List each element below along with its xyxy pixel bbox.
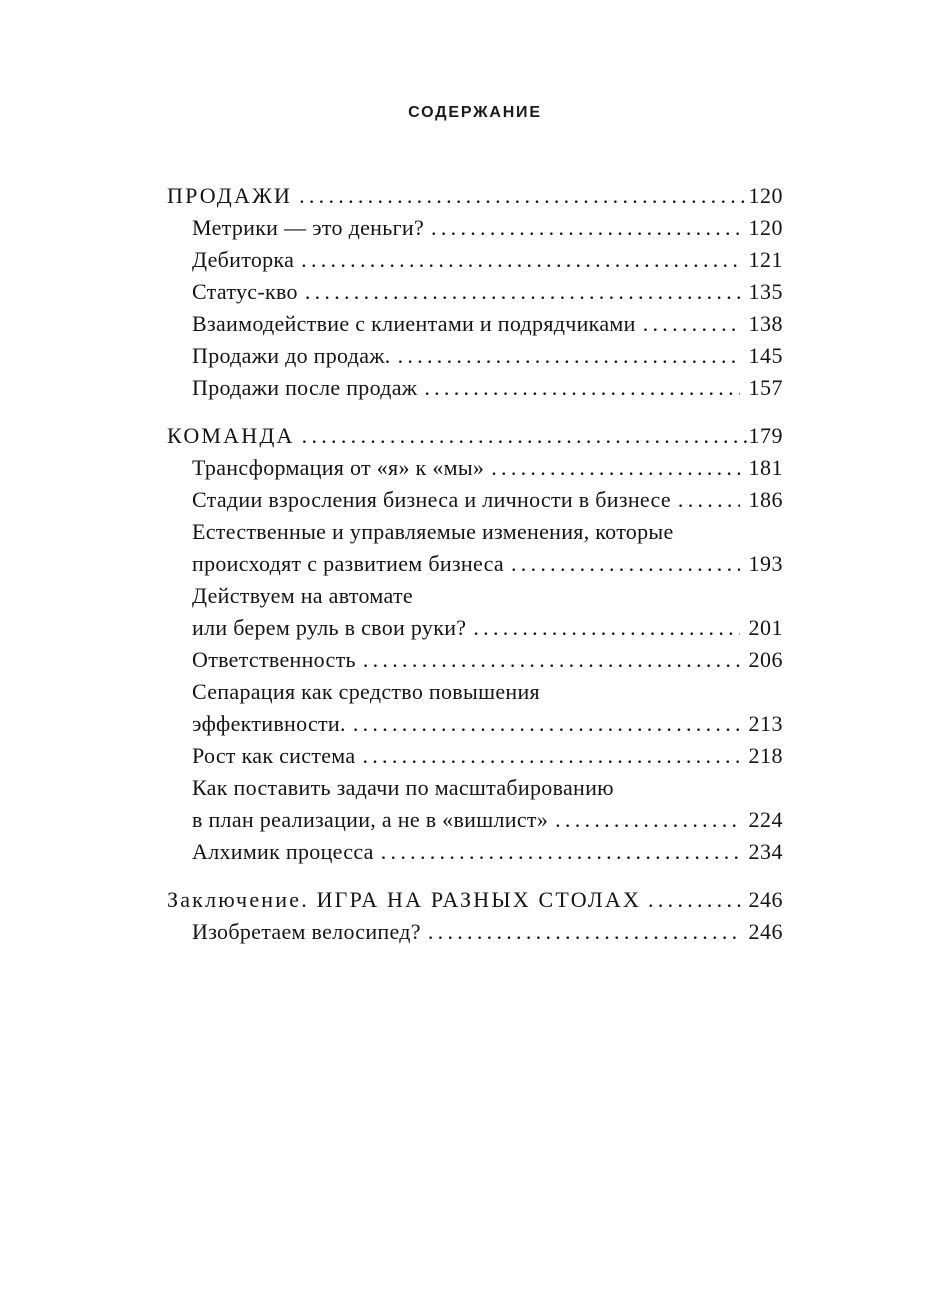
toc-entry xyxy=(167,180,783,212)
toc-entry-page: 145 xyxy=(748,343,783,368)
toc-entry-label: КОМАНДА xyxy=(167,423,295,448)
toc-row xyxy=(192,612,783,644)
toc-entry xyxy=(167,516,783,580)
toc-entry xyxy=(167,212,783,244)
toc-entry xyxy=(167,772,783,836)
toc-row xyxy=(192,836,783,868)
toc-entry-page: 135 xyxy=(748,279,783,304)
toc-row xyxy=(192,516,783,548)
toc-entry-label: Продажи после продаж xyxy=(192,375,418,400)
toc-row xyxy=(192,772,783,804)
toc-row xyxy=(192,276,783,308)
dot-leader xyxy=(473,612,739,644)
dot-leader xyxy=(299,180,746,212)
toc-entry xyxy=(167,644,783,676)
toc-row xyxy=(192,452,783,484)
toc-entry-page: 186 xyxy=(748,487,783,512)
toc-entry xyxy=(167,276,783,308)
dot-leader xyxy=(428,916,740,948)
toc-row xyxy=(192,244,783,276)
toc-row xyxy=(192,644,783,676)
toc-entry xyxy=(167,340,783,372)
toc-entry-label: Метрики — это деньги? xyxy=(192,215,425,240)
dot-leader xyxy=(305,276,740,308)
dot-leader xyxy=(511,548,740,580)
toc-entry-label: в план реализации, а не в «вишлист» xyxy=(192,807,549,832)
dot-leader xyxy=(381,836,740,868)
toc-row xyxy=(192,548,783,580)
toc-entry-label: Трансформация от «я» к «мы» xyxy=(192,455,485,480)
toc-row xyxy=(192,804,783,836)
toc-entry xyxy=(167,452,783,484)
toc-entry xyxy=(167,420,783,452)
dot-leader xyxy=(301,244,739,276)
dot-leader xyxy=(398,340,740,372)
toc-list xyxy=(167,180,783,948)
toc-entry-label: происходят с развитием бизнеса xyxy=(192,551,504,576)
dot-leader xyxy=(648,884,746,916)
toc-row xyxy=(192,308,783,340)
toc-entry-label: Алхимик процесса xyxy=(192,839,374,864)
toc-entry-page: 121 xyxy=(748,247,783,272)
dot-leader xyxy=(353,708,740,740)
toc-row xyxy=(167,420,783,452)
toc-entry-label: Как поставить задачи по масштабированию xyxy=(192,775,614,800)
page-title: СОДЕРЖАНИЕ xyxy=(408,104,542,121)
toc-row xyxy=(192,676,783,708)
toc-row xyxy=(167,180,783,212)
toc-entry-label: ПРОДАЖИ xyxy=(167,183,293,208)
toc-entry-label: Рост как система xyxy=(192,743,356,768)
dot-leader xyxy=(643,308,740,340)
toc-entry-page: 224 xyxy=(748,807,783,832)
toc-row xyxy=(192,740,783,772)
toc-row xyxy=(167,884,783,916)
toc-row xyxy=(192,708,783,740)
toc-entry xyxy=(167,740,783,772)
toc-entry xyxy=(167,836,783,868)
toc-entry-label: Стадии взросления бизнеса и личности в бизнесе xyxy=(192,487,671,512)
dot-leader xyxy=(363,644,740,676)
toc-entry-label: Изобретаем велосипед? xyxy=(192,919,421,944)
toc-row xyxy=(192,916,783,948)
toc-entry xyxy=(167,916,783,948)
toc-row xyxy=(192,484,783,516)
toc-entry-page: 246 xyxy=(748,887,783,912)
toc-entry-label: Статус-кво xyxy=(192,279,298,304)
toc-entry-page: 157 xyxy=(748,375,783,400)
toc-entry-page: 218 xyxy=(748,743,783,768)
toc-entry-label: Действуем на автомате xyxy=(192,583,413,608)
toc-entry-page: 181 xyxy=(748,455,783,480)
toc-entry-label: Заключение. ИГРА НА РАЗНЫХ СТОЛАХ xyxy=(167,887,642,912)
toc-entry xyxy=(167,580,783,644)
toc-entry xyxy=(167,884,783,916)
toc-entry xyxy=(167,372,783,404)
dot-leader xyxy=(431,212,739,244)
dot-leader xyxy=(678,484,740,516)
toc-entry xyxy=(167,676,783,740)
toc-entry-label: эффективности. xyxy=(192,711,346,736)
toc-row xyxy=(192,372,783,404)
toc-row xyxy=(192,580,783,612)
toc-entry-page: 201 xyxy=(748,615,783,640)
toc-entry-page: 213 xyxy=(748,711,783,736)
toc-entry-label: Взаимодействие с клиентами и подрядчиками xyxy=(192,311,636,336)
toc-entry-label: Дебиторка xyxy=(192,247,295,272)
toc-entry-page: 120 xyxy=(748,183,783,208)
toc-entry-page: 193 xyxy=(748,551,783,576)
toc-entry-label: Продажи до продаж. xyxy=(192,343,391,368)
toc-entry-label: или берем руль в свои руки? xyxy=(192,615,467,640)
dot-leader xyxy=(555,804,739,836)
toc-row xyxy=(192,212,783,244)
dot-leader xyxy=(302,420,747,452)
toc-entry xyxy=(167,484,783,516)
toc-entry-page: 206 xyxy=(748,647,783,672)
toc-entry-label: Ответственность xyxy=(192,647,356,672)
toc-entry xyxy=(167,244,783,276)
toc-entry xyxy=(167,308,783,340)
toc-row xyxy=(192,340,783,372)
toc-entry-page: 234 xyxy=(748,839,783,864)
dot-leader xyxy=(424,372,739,404)
toc-entry-page: 179 xyxy=(748,423,783,448)
toc-entry-page: 120 xyxy=(748,215,783,240)
toc-entry-label: Естественные и управляемые изменения, которые xyxy=(192,519,674,544)
toc-entry-page: 246 xyxy=(748,919,783,944)
toc-entry-label: Сепарация как средство повышения xyxy=(192,679,540,704)
dot-leader xyxy=(491,452,739,484)
dot-leader xyxy=(362,740,739,772)
toc-entry-page: 138 xyxy=(748,311,783,336)
